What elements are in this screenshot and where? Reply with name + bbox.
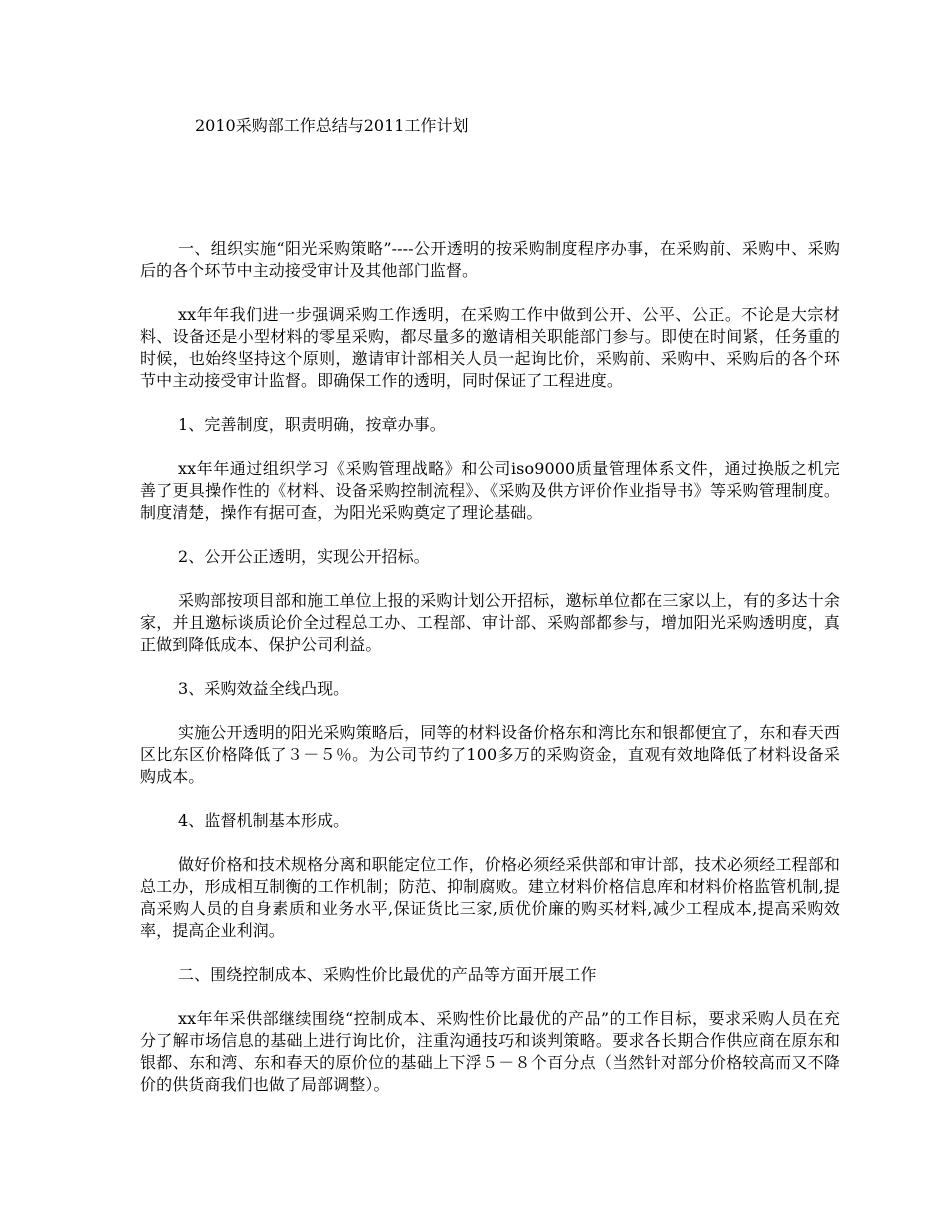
- document-title: 2010采购部工作总结与2011工作计划: [195, 116, 469, 135]
- section-heading-2: 二、围绕控制成本、采购性价比最优的产品等方面开展工作: [178, 965, 597, 984]
- subheading-2: 2、公开公正透明，实现公开招标。: [178, 547, 430, 566]
- paragraph: 采购部按项目部和施工单位上报的采购计划公开招标，邀标单位都在三家以上，有的多达十余家，并且邀标谈质论价全过程总工办、工程部、审计部、采购部都参与，增加阳光采购透明度，真正做到降低成本、保护公司利益。: [140, 591, 840, 654]
- paragraph: 做好价格和技术规格分离和职能定位工作，价格必须经采供部和审计部，技术必须经工程部和总工办，形成相互制衡的工作机制；防范、抑制腐败。建立材料价格信息库和材料价格监管机制,提高采购人员的自身素质和业务水平,保证货比三家,质优价廉的购买材料,减少工程成本,提高采购效率，提高企业利润。: [140, 855, 840, 940]
- paragraph: xx年年采供部继续围绕“控制成本、采购性价比最优的产品”的工作目标，要求采购人员在充分了解市场信息的基础上进行询比价，注重沟通技巧和谈判策略。要求各长期合作供应商在原东和银都、东和湾、东和春天的原价位的基础上下浮５－８个百分点（当然针对部分价格较高而又不降价的供货商我们也做了局部调整）。: [140, 1009, 840, 1094]
- section-heading-1: 一、组织实施“阳光采购策略”----公开透明的按采购制度程序办事，在采购前、采购中、采购后的各个环节中主动接受审计及其他部门监督。: [140, 239, 840, 280]
- subheading-1: 1、完善制度，职责明确，按章办事。: [178, 415, 446, 434]
- paragraph: 实施公开透明的阳光采购策略后，同等的材料设备价格东和湾比东和银都便宜了，东和春天西区比东区价格降低了３－５％。为公司节约了100多万的采购资金，直观有效地降低了材料设备采购成本。: [140, 723, 840, 786]
- paragraph: xx年年我们进一步强调采购工作透明，在采购工作中做到公开、公平、公正。不论是大宗材料、设备还是小型材料的零星采购，都尽量多的邀请相关职能部门参与。即使在时间紧，任务重的时候，也始终坚持这个原则，邀请审计部相关人员一起询比价，采购前、采购中、采购后的各个环节中主动接受审计监督。即确保工作的透明，同时保证了工程进度。: [140, 305, 840, 390]
- subheading-4: 4、监督机制基本形成。: [178, 811, 350, 830]
- document-body: [140, 238, 840, 1118]
- paragraph: xx年年通过组织学习《采购管理战略》和公司iso9000质量管理体系文件，通过换版之机完善了更具操作性的《材料、设备采购控制流程》、《采购及供方评价作业指导书》等采购管理制度。制度清楚，操作有据可查，为阳光采购奠定了理论基础。: [140, 459, 840, 522]
- subheading-3: 3、采购效益全线凸现。: [178, 679, 350, 698]
